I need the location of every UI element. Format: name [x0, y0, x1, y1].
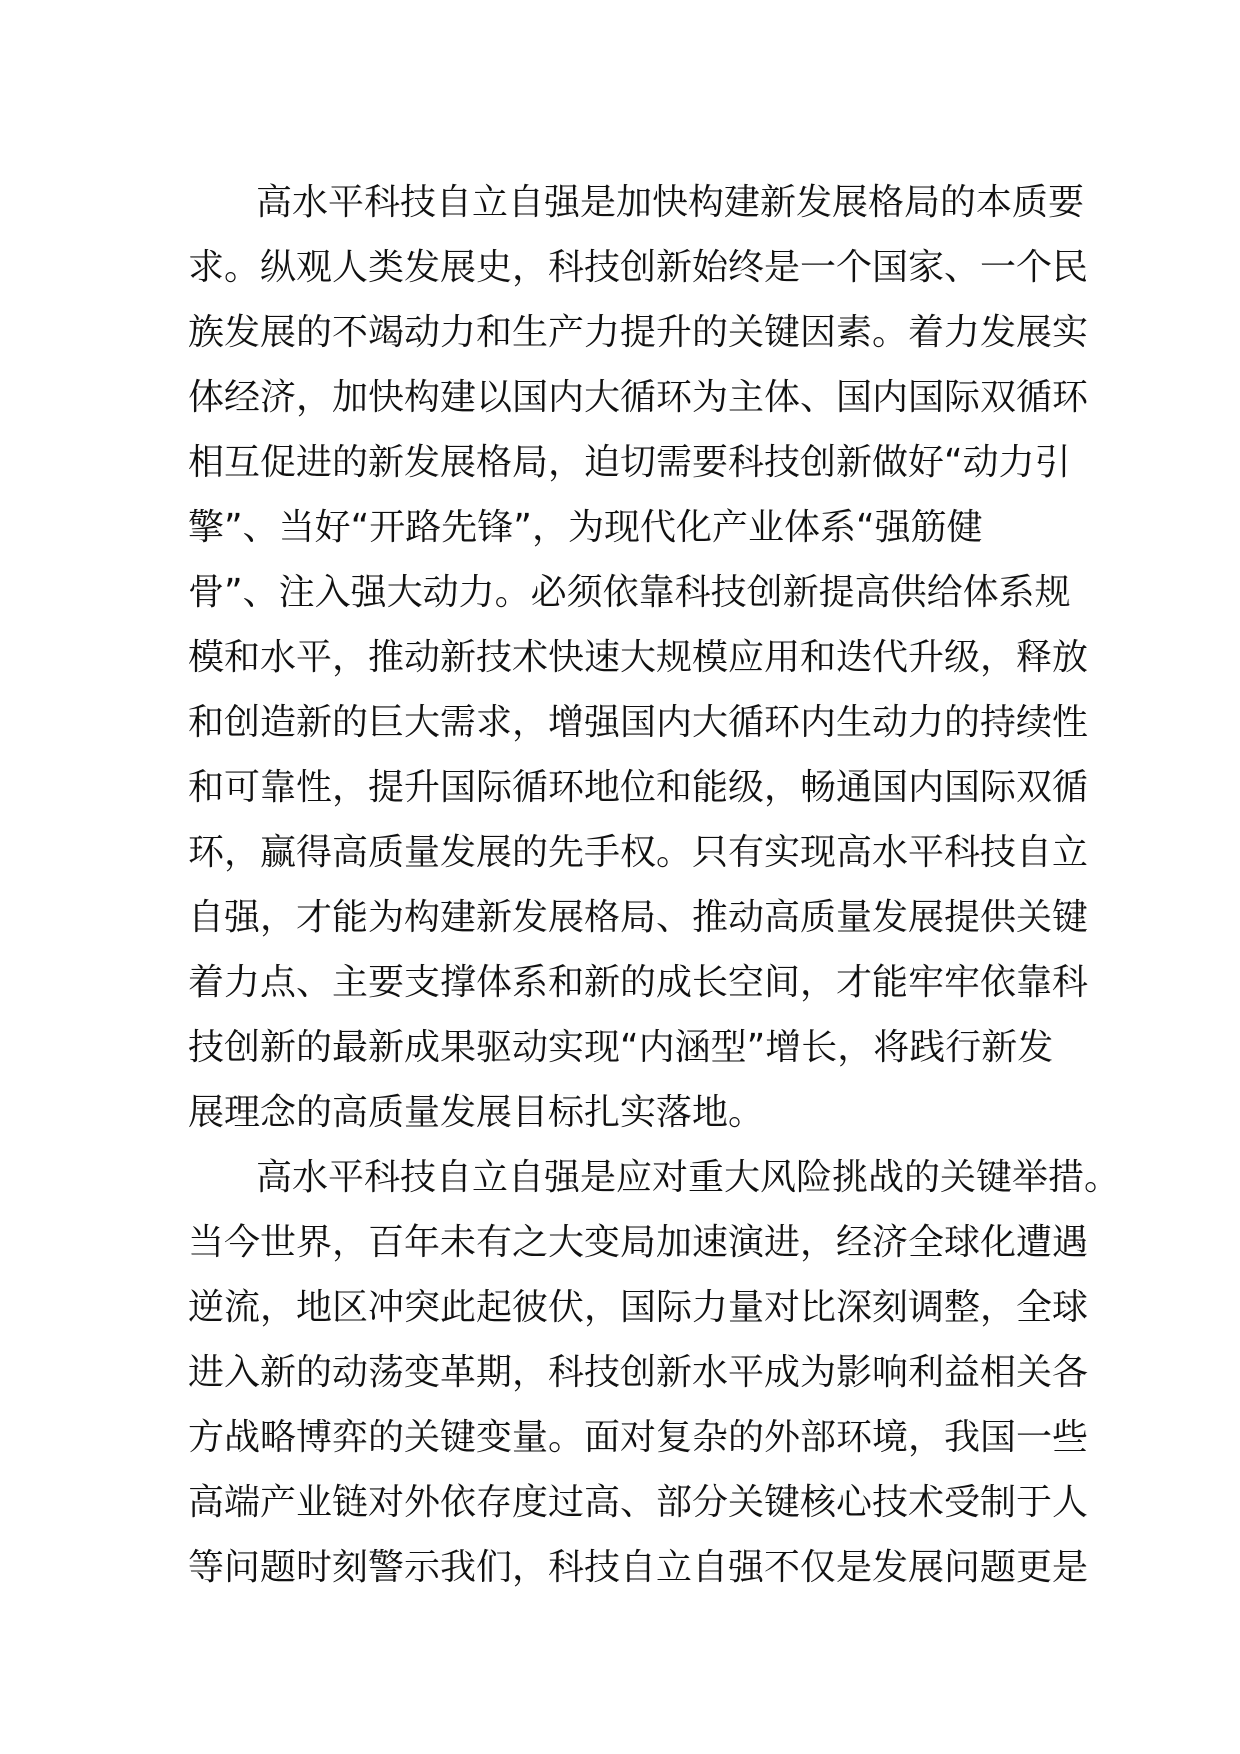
text-line: 自强，才能为构建新发展格局、推动高质量发展提供关键 [188, 897, 1089, 938]
text-line: 体经济，加快构建以国内大循环为主体、国内国际双循环 [188, 377, 1089, 418]
text-line: 模和水平，推动新技术快速大规模应用和迭代升级，释放 [188, 637, 1089, 678]
text-line: 骨”、注入强大动力。必须依靠科技创新提高供给体系规 [188, 572, 1071, 613]
text-line: 求。纵观人类发展史，科技创新始终是一个国家、一个民 [188, 247, 1089, 288]
text-line: 等问题时刻警示我们，科技自立自强不仅是发展问题更是 [188, 1547, 1089, 1588]
text-line: 高水平科技自立自强是应对重大风险挑战的关键举措。 [256, 1157, 1121, 1198]
text-line: 环，赢得高质量发展的先手权。只有实现高水平科技自立 [188, 832, 1089, 873]
text-line: 高端产业链对外依存度过高、部分关键核心技术受制于人 [188, 1482, 1089, 1523]
text-line: 族发展的不竭动力和生产力提升的关键因素。着力发展实 [188, 312, 1089, 353]
text-line: 进入新的动荡变革期，科技创新水平成为影响利益相关各 [188, 1352, 1089, 1393]
text-line: 着力点、主要支撑体系和新的成长空间，才能牢牢依靠科 [188, 962, 1089, 1003]
text-line: 技创新的最新成果驱动实现“内涵型”增长，将践行新发 [188, 1027, 1054, 1068]
text-line: 当今世界，百年未有之大变局加速演进，经济全球化遭遇 [188, 1222, 1089, 1263]
text-line: 方战略博弈的关键变量。面对复杂的外部环境，我国一些 [188, 1417, 1089, 1458]
text-line: 和创造新的巨大需求，增强国内大循环内生动力的持续性 [188, 702, 1089, 743]
document-body [188, 170, 1121, 1600]
text-line: 擎”、当好“开路先锋”，为现代化产业体系“强筋健 [188, 507, 983, 548]
text-line: 展理念的高质量发展目标扎实落地。 [188, 1092, 765, 1133]
paragraph-1 [188, 170, 1089, 1145]
paragraph-2 [188, 1145, 1121, 1600]
text-line: 相互促进的新发展格局，迫切需要科技创新做好“动力引 [188, 442, 1071, 483]
text-line: 高水平科技自立自强是加快构建新发展格局的本质要 [256, 182, 1085, 223]
text-line: 逆流，地区冲突此起彼伏，国际力量对比深刻调整，全球 [188, 1287, 1089, 1328]
text-line: 和可靠性，提升国际循环地位和能级，畅通国内国际双循 [188, 767, 1089, 808]
